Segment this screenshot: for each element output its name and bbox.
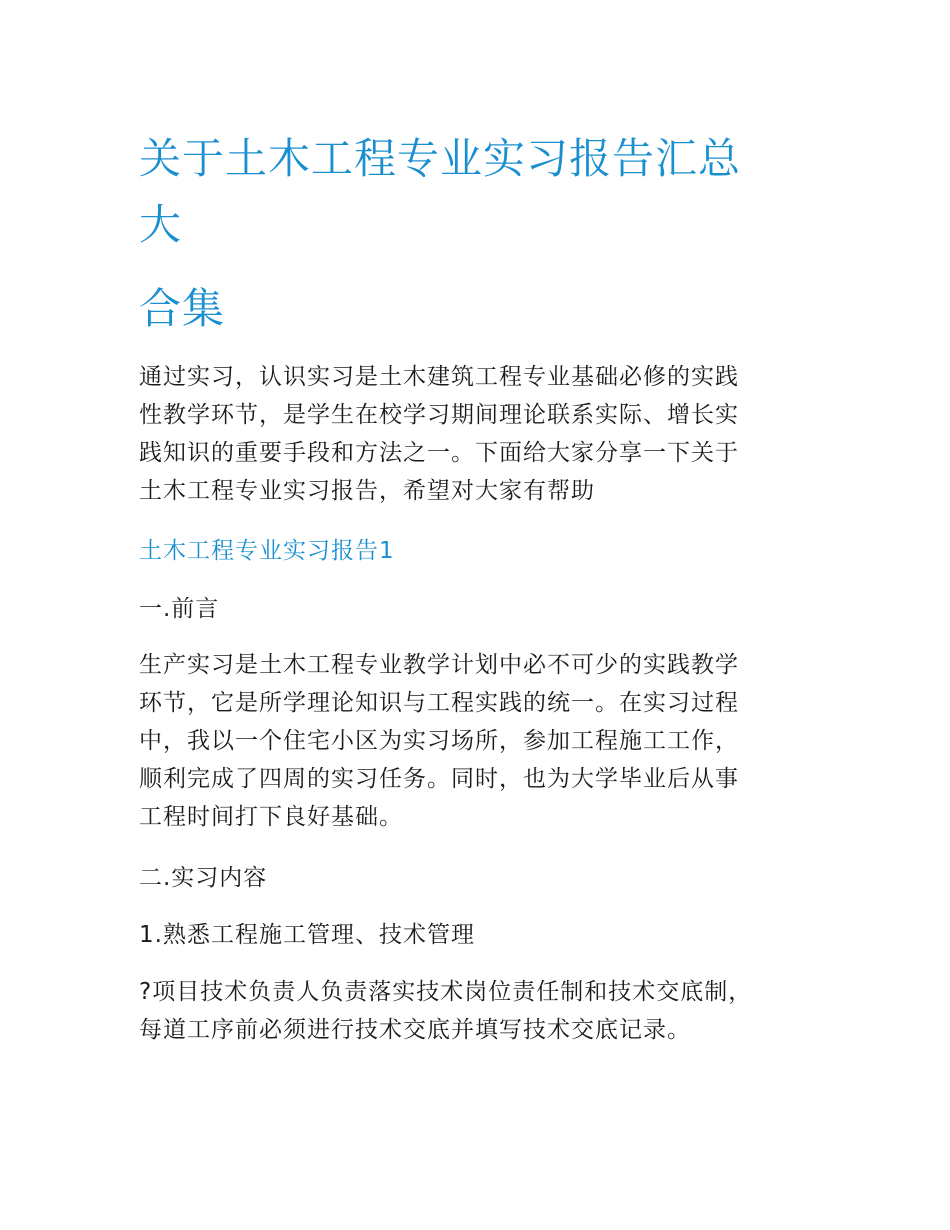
section-1-line: 环节，它是所学理论知识与工程实践的统一。在实习过程: [139, 690, 739, 716]
document-title-line-1: 关于土木工程专业实习报告汇总: [139, 134, 742, 183]
document-title-line-2: 大: [139, 200, 183, 249]
intro-paragraph: [139, 358, 819, 510]
section-1-heading: 一.前言: [139, 596, 220, 622]
section-2-heading: 二.实习内容: [139, 865, 268, 891]
section-1-paragraph: [139, 646, 819, 836]
section-1-line: 中，我以一个住宅小区为实习场所，参加工程施工工作，: [139, 728, 739, 754]
intro-line: 通过实习，认识实习是土木建筑工程专业基础必修的实践: [139, 364, 739, 390]
report-title: 土木工程专业实习报告1: [139, 538, 395, 564]
subsection-1-paragraph: [139, 973, 819, 1049]
document-title-line-3: 合集: [139, 284, 226, 333]
intro-line: 性教学环节，是学生在校学习期间理论联系实际、增长实: [139, 402, 739, 428]
section-1-line: 顺利完成了四周的实习任务。同时，也为大学毕业后从事: [139, 766, 739, 792]
subsection-1-heading: 1.熟悉工程施工管理、技术管理: [139, 922, 475, 948]
intro-line: 土木工程专业实习报告，希望对大家有帮助: [139, 478, 595, 504]
section-1-line: 工程时间打下良好基础。: [139, 804, 403, 830]
intro-line: 践知识的重要手段和方法之一。下面给大家分享一下关于: [139, 440, 739, 466]
subsection-1-line: 每道工序前必须进行技术交底并填写技术交底记录。: [139, 1017, 691, 1043]
section-1-line: 生产实习是土木工程专业教学计划中必不可少的实践教学: [139, 652, 739, 678]
subsection-1-line: ?项目技术负责人负责落实技术岗位责任制和技术交底制，: [139, 979, 753, 1005]
